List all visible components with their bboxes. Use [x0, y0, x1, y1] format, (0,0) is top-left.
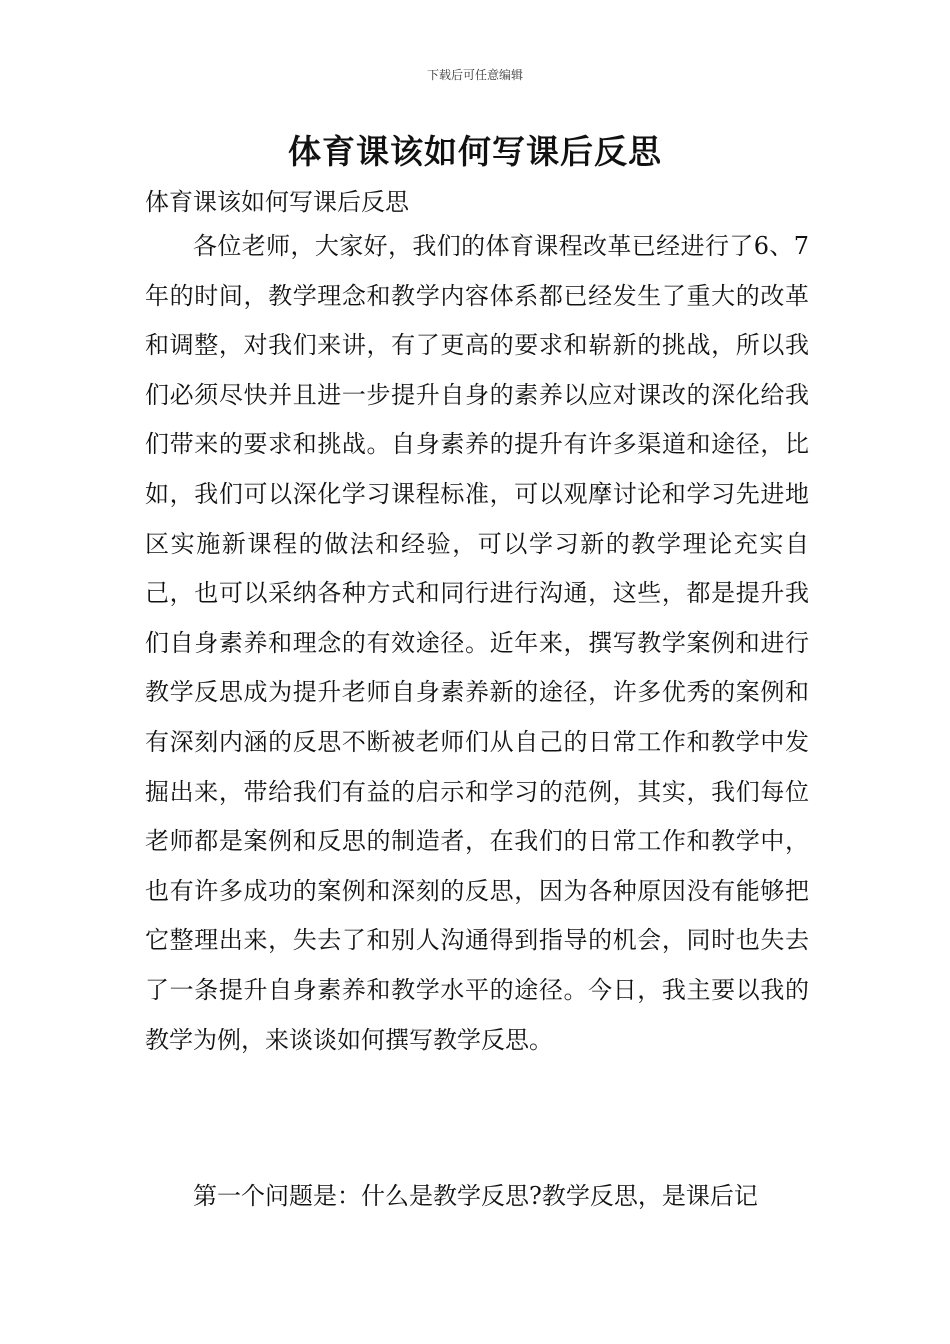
document-subtitle: 体育课该如何写课后反思 — [145, 188, 409, 216]
header-note: 下载后可任意编辑 — [426, 68, 523, 82]
document-title: 体育课该如何写课后反思 — [288, 132, 662, 171]
body-paragraph-1: 各位老师，大家好，我们的体育课程改革已经进行了6、7年的时间，教学理念和教学内容体系都已经发生了重大的改革和调整，对我们来讲，有了更高的要求和崭新的挑战，所以我们必须尽快并且进一步提升自身的素养以应对课改的深化给我们带来的要求和挑战。自身素养的提升有许多渠道和途径，比如，我们可以深化学习课程标准，可以观摩讨论和学习先进地区实施新课程的做法和经验，可以学习新的教学理论充实自己，也可以采纳各种方式和同行进行沟通，这些，都是提升我们自身素养和理念的有效途径。近年来，撰写教学案例和进行教学反思成为提升老师自身素养新的途径，许多优秀的案例和有深刻内涵的反思不断被老师们从自己的日常工作和教学中发掘出来，带给我们有益的启示和学习的范例，其实，我们每位老师都是案例和反思的制造者，在我们的日常工作和教学中，也有许多成功的案例和深刻的反思，因为各种原因没有能够把它整理出来，失去了和别人沟通得到指导的机会，同时也失去了一条提升自身素养和教学水平的途径。今日，我主要以我的教学为例，来谈谈如何撰写教学反思。 — [145, 232, 809, 1054]
body-paragraph-2: 第一个问题是：什么是教学反思?教学反思，是课后记 — [193, 1182, 758, 1210]
